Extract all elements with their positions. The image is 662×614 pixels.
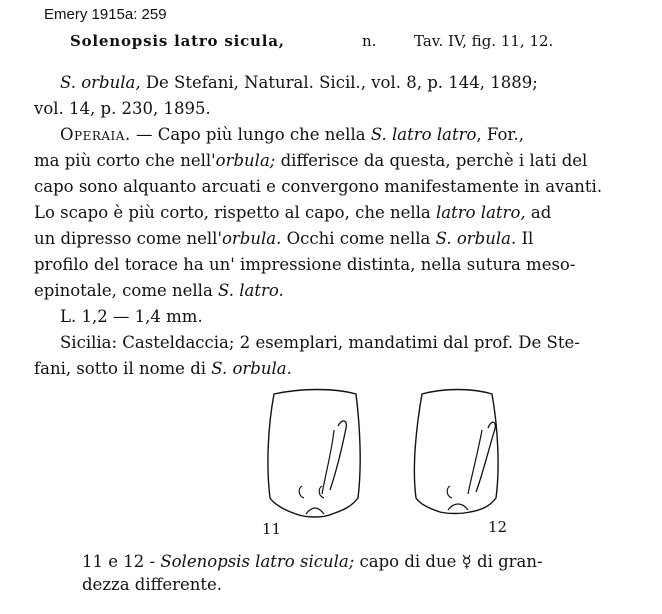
worker-line-4: Lo scapo è più corto, rispetto al capo, che nella latro latro, ad (34, 203, 552, 222)
synonymy-line-2: vol. 14, p. 230, 1895. (34, 99, 211, 118)
figure-11-head-drawing (262, 386, 366, 520)
figure-caption (82, 550, 543, 596)
figure-11-label: 11 (262, 520, 282, 538)
operaia-label: Operaia. (60, 125, 131, 144)
worker-line-1: Operaia. — Capo più lungo che nella S. latro latro, For., (60, 125, 524, 144)
figure-12-label: 12 (488, 518, 508, 536)
new-marker: n. (362, 32, 377, 50)
locality-line-2: fani, sotto il nome di S. orbula. (34, 359, 292, 378)
worker-line-7: epinotale, come nella S. latro. (34, 281, 284, 300)
citation-reference: Emery 1915a: 259 (44, 6, 167, 23)
caption-line-1: 11 e 12 - Solenopsis latro sicula; capo di due ☿ di gran- (82, 552, 543, 571)
species-heading: Solenopsis latro sicula, (70, 32, 285, 50)
worker-line-5: un dipresso come nell'orbula. Occhi come nella S. orbula. Il (34, 229, 534, 248)
worker-line-2: ma più corto che nell'orbula; differisce da questa, perchè i lati del (34, 151, 588, 170)
length-line: L. 1,2 — 1,4 mm. (60, 307, 203, 326)
locality-line-1: Sicilia: Casteldaccia; 2 esemplari, mandatimi dal prof. De Ste- (60, 333, 580, 352)
figure-12-head-drawing (408, 388, 504, 518)
synonymy-line-1: S. orbula, De Stefani, Natural. Sicil., vol. 8, p. 144, 1889; (60, 73, 538, 92)
figure-11 (262, 386, 366, 520)
plate-reference: Tav. IV, fig. 11, 12. (414, 32, 554, 50)
worker-line-3: capo sono alquanto arcuati e convergono manifestamente in avanti. (34, 177, 603, 196)
figure-12 (408, 388, 504, 518)
worker-line-6: profilo del torace ha un' impressione distinta, nella sutura meso- (34, 255, 576, 274)
caption-line-2: dezza differente. (82, 575, 223, 594)
hermaphrodite-symbol-icon: ☿ (461, 552, 472, 571)
